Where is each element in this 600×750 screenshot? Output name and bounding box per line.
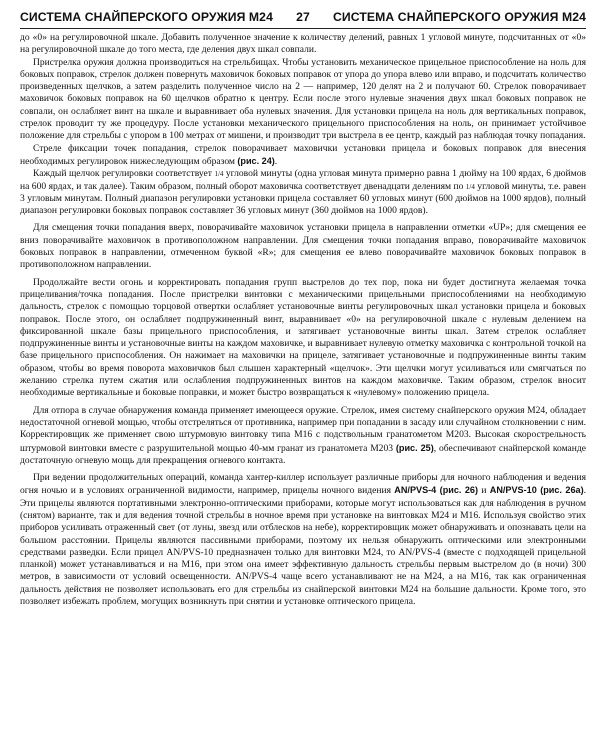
paragraph-defense-text-a: Для отпора в случае обнаружения команда применяет имеющееся оружие. Стрелок, имея систему снайперского оружия М24, обладает недостаточной огневой мощью, чтобы отстреляться от противника, например при попадании в засаду или случайном столкновении с ним. Корректировщик же применяет свою штурмовую винтовку типа М16 с подствольным гранатометом М203. Высокая скорострельность штурмовой винтовки вместе с разрушительной мощью 40-мм гранат из гранатомета М203: [20, 404, 586, 454]
paragraph-clicks-text-a: Каждый щелчок регулировки соответствует: [33, 168, 215, 180]
paragraph-clicks: [20, 168, 586, 217]
paragraph-night-text-a: При ведении продолжительных операций, команда хантер-киллер использует различные приборы для ночного наблюдения и ведения огня ночью и в условиях ограниченной видимости, например, прицелы ночного видения: [20, 472, 586, 497]
paragraph-zeroing: Пристрелка оружия должна производиться на стрельбищах. Чтобы установить механическое прицельное приспособление на ноль для боковых поправок, стрелок должен повернуть маховичок боковых поправок от упора до упора влево или вправо, и подсчитать количество произведенных щелчков, а затем разделить полученное число на 2 — например, 120 делят на 2 и получают 60. Стрелок поворачивает маховичок боковых поправок на 60 щелчков обратно к центру. Если после этого нулевые значения двух шкал боковых поправок не совпали, он ослабляет винт на шкале и выравнивает оба нулевых значения. Для установки прицела на ноль для вертикальных поправок, стрелок проводит ту же процедуру. После установки механического прицельного приспособления на ноль, он принимает устойчивое положение для стрельбы с упором в 100 метрах от мишени, и производит три выстрела в ее центр, каждый раз наблюдая точку попадания.: [20, 56, 586, 142]
paragraph-clicks-text-b: угловой минуты (одна угловая минута примерно равна 1 дюйму на 100 ярдах, 6 дюймов на 600 ярдах, и так далее). Таким образом, полный оборот маховичка соответствует двенадцати делениям по: [20, 168, 586, 192]
book-page: [20, 10, 586, 746]
fraction-quarter-2: 1/4: [465, 182, 475, 191]
figure-ref-26: AN/PVS-4 (рис. 26): [394, 485, 479, 496]
paragraph-night-text-mid: и: [478, 485, 490, 497]
paragraph-continuation: до «0» на регулировочной шкале. Добавить полученное значение к количеству делений, равных 1 угловой минуте, подсчитанных от «0» на регулировочной шкале до того места, где деления двух шкал совпали.: [20, 32, 586, 56]
header-right-title: СИСТЕМА СНАЙПЕРСКОГО ОРУЖИЯ М24: [333, 10, 586, 24]
header-left-title: СИСТЕМА СНАЙПЕРСКОГО ОРУЖИЯ М24: [20, 10, 273, 24]
paragraph-clicks-text-c: угловой минуты, т.е. равен 3 угловым минутам. Полный диапазон регулировки установки прицела составляет 60 угловых минут (600 дюймов на 1000 ярдов), полный диапазон регулировки боковых поправок составляет 36 угловых минут (360 дюймов на 1000 ярдов).: [20, 180, 586, 217]
paragraph-night-text-b: . Эти прицелы являются портативными электронно-оптическими приборами, которые могут использоваться как для наблюдения в ручном (снятом) варианте, так и для ведения точной стрельбы в ночное время при установке на винтовках М24 и М16. Используя свойство этих приборов усиливать отраженный свет (от луны, звезд или отблесков на небе), корректировщик может обнаруживать и опознавать цели на большом расстоянии. Прицелы являются пассивными приборами, поэтому их нельзя обнаружить оптическими или электронными средствами разведки. Если прицел AN/PVS-10 предназначен только для винтовки М24, то AN/PVS-4 (вместе с подходящей прицельной планкой) может устанавливаться и на М16, при этом она имеет эффективную дальность стрельбы первым выстрелом до (в ночи) 300 метров, в зависимости от условий освещенности. AN/PVS-4 чаще всего устанавливают не на М24, а на М16, так как ограниченная дальность действия не позволяет использовать его для стрельбы из снайперской винтовки М24 на большие дальности. Кроме того, это позволяет избежать проблем, могущих возникнуть при снятии и установке оптического прицела.: [20, 485, 586, 608]
figure-ref-26a: AN/PVS-10 (рис. 26а): [489, 485, 584, 496]
paragraph-night-vision: [20, 472, 586, 608]
paragraph-adjustments: [20, 143, 586, 169]
figure-ref-25: (рис. 25): [395, 442, 434, 453]
fraction-quarter-1: 1/4: [214, 170, 224, 179]
paragraph-adjustments-text: Стреле фиксации точек попадания, стрелок поворачивает маховички установки прицела и боковых поправок для внесения необходимых регулировок нижеследующим образом: [20, 142, 586, 167]
paragraph-adjustments-end: .: [274, 155, 278, 167]
page-number: 27: [296, 10, 310, 24]
paragraph-defense-text-b: , обеспечивают снайперской команде достаточную огневую мощь для прекращения огневого контакта.: [20, 442, 586, 466]
paragraph-continue-fire: Продолжайте вести огонь и корректировать попадания групп выстрелов до тех пор, пока ни будет достигнута желаемая точка прицеливания/точка попадания. После пристрелки винтовки с механическими прицельными приспособлениями на необходимую дальность, стрелок с помощью торцовой отвертки ослабляет установочные винты регулировочных шкал установки прицела и боковых поправок. После этого, он ослабляет подпружиненный винт, выравнивает «0» на регулировочной шкале с нулевым делением на фиксированной шкале базы прицельного приспособления, и затягивает установочные винты шкал. Затем стрелок ослабляет подпружиненные винты и установочные винты на каждом маховичке, и выравнивает нулевую отметку маховичка с контрольной точкой на базе прицельного приспособления. Он нажимает на маховички на прицеле, затягивает установочные и подпружиненные винты таким образом, чтобы во время поворота маховичков был слышен характерный «щелчок». Эти щелчки могут усиливаться или смягчаться по желанию стрелка путем сжатия или ослабления подпружиненных винтов на каждом маховичке. Таким образом, стрелок вносит необходимые вертикальные и боковые поправки, и может быстро возвращаться к «нулевому» положению прицела.: [20, 276, 586, 399]
running-header: [20, 10, 586, 29]
page-body: [20, 32, 586, 608]
figure-ref-24: (рис. 24): [237, 155, 275, 166]
paragraph-defense: [20, 405, 586, 467]
paragraph-directions: Для смещения точки попадания вверх, поворачивайте маховичок установки прицела в направлении отметки «UP»; для смещения ее вниз поворачивайте маховичок в противоположном направлении. Для смещения точки попадания вправо, поворачивайте маховичок боковых поправок в направлении, отмеченном буквой «R»; для смещения ее влево поворачивайте маховичок боковых поправок в противоположном направлении.: [20, 222, 586, 271]
